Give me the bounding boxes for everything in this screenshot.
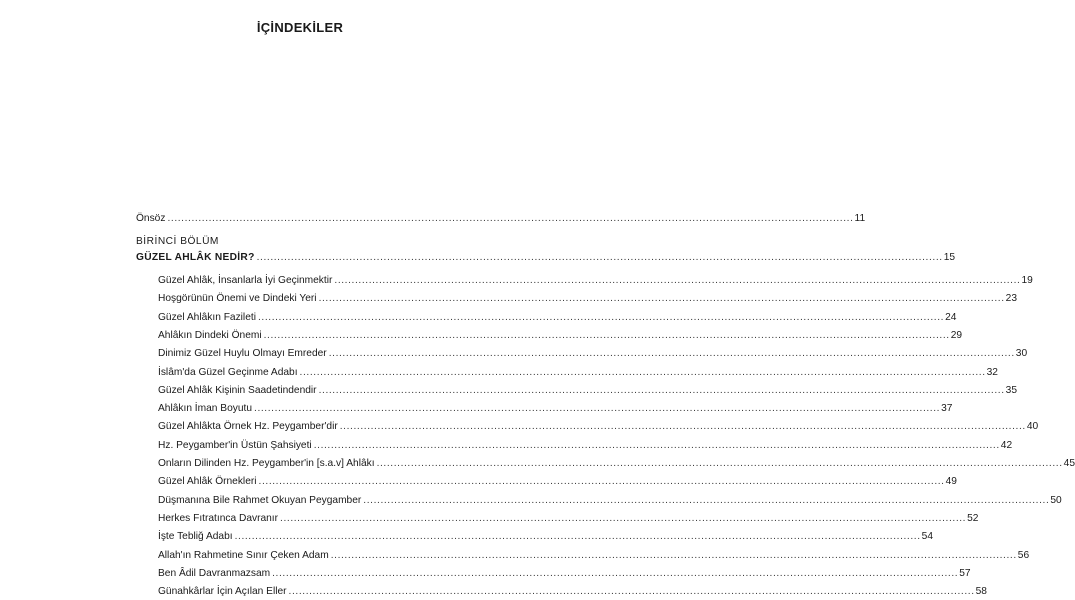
toc-entry-page: 54 (921, 531, 934, 543)
toc-entry[interactable] (158, 293, 1017, 305)
toc-entry-label: Hoşgörünün Önemi ve Dindeki Yeri (158, 293, 317, 305)
toc-entry-page: 50 (1050, 494, 1062, 506)
dot-leader: ........................................................................................................................................................................................................ (299, 366, 986, 378)
dot-leader: ........................................................................................................................................................................................................ (288, 586, 975, 598)
toc-entry-page: 42 (1000, 439, 1013, 451)
toc-entry-label: Günahkârlar İçin Açılan Eller (158, 586, 287, 598)
toc-entry-page: 35 (1005, 384, 1018, 396)
toc-entry[interactable] (158, 384, 1018, 397)
toc-entry[interactable] (158, 439, 1013, 452)
toc-entry-page: 11 (854, 213, 866, 224)
toc-entry-page: 52 (967, 512, 979, 524)
toc-entry-label: Önsöz (136, 213, 166, 224)
dot-leader: ........................................................................................................................................................................................................ (254, 403, 941, 415)
toc-entry-page: 19 (1021, 275, 1033, 286)
dot-leader: ........................................................................................................................................................................................................ (280, 512, 967, 524)
toc-entry-label: Onların Dilinden Hz. Peygamber'in [s.a.v] Ahlâkı (158, 458, 375, 469)
dot-leader: ........................................................................................................................................................................................................ (258, 476, 945, 488)
dot-leader: ........................................................................................................................................................................................................ (334, 275, 1021, 286)
toc-entry-label: Hz. Peygamber'in Üstün Şahsiyeti (158, 439, 312, 451)
section-heading: BİRİNCİ BÖLÜM (136, 236, 219, 247)
toc-entry[interactable] (158, 494, 1062, 507)
dot-leader: ........................................................................................................................................................................................................ (339, 421, 1026, 433)
dot-leader: ........................................................................................................................................................................................................ (234, 531, 921, 543)
toc-entry-label: Güzel Ahlâk Örnekleri (158, 476, 257, 488)
dot-leader: ........................................................................................................................................................................................................ (257, 311, 945, 323)
toc-entry[interactable] (158, 567, 971, 580)
toc-entry-label: Allah'ın Rahmetine Sınır Çeken Adam (158, 549, 329, 561)
dot-leader: ........................................................................................................................................................................................................ (318, 293, 1005, 305)
toc-entry-label: Ben Âdil Davranmazsam (158, 567, 271, 579)
toc-entry-page: 24 (945, 311, 957, 323)
dot-leader: ........................................................................................................................................................................................................ (318, 384, 1005, 396)
toc-entry[interactable] (158, 366, 998, 379)
dot-leader: ........................................................................................................................................................................................................ (313, 439, 1000, 451)
toc-entry-page: 23 (1005, 293, 1017, 305)
toc-entry-label: Ahlâkın Dindeki Önemi (158, 329, 262, 341)
toc-entry-page: 40 (1026, 421, 1039, 433)
toc-entry-label: Güzel Ahlâkın Fazileti (158, 311, 256, 323)
toc-entry[interactable] (158, 329, 963, 342)
toc-entry-label: Düşmanına Bile Rahmet Okuyan Peygamber (158, 494, 362, 506)
toc-entry[interactable] (158, 549, 1030, 562)
toc-entry[interactable] (158, 531, 934, 543)
toc-entry[interactable] (158, 275, 1033, 287)
dot-leader: ........................................................................................................................................................................................................ (263, 329, 950, 341)
toc-entry[interactable] (158, 512, 979, 525)
toc-entry[interactable] (158, 348, 1028, 360)
toc-entry-label: Herkes Fıtratınca Davranır (158, 512, 279, 524)
dot-leader: ........................................................................................................................................................................................................ (363, 494, 1050, 506)
toc-entry-label: Dinimiz Güzel Huylu Olmayı Emreder (158, 348, 327, 360)
toc-entry-label: Güzel Ahlâk, İnsanlarla İyi Geçinmektir (158, 275, 333, 286)
toc-entry-page: 58 (975, 586, 987, 598)
dot-leader: ........................................................................................................................................................................................................ (272, 567, 959, 579)
toc-entry-page: 56 (1017, 549, 1030, 561)
toc-entry-label: İşte Tebliğ Adabı (158, 531, 233, 543)
toc-entry-page: 37 (941, 403, 953, 415)
page-title: İÇİNDEKİLER (256, 20, 344, 35)
toc-entry-page: 57 (959, 567, 971, 579)
toc-entry[interactable] (158, 311, 957, 324)
toc-entry-page: 29 (950, 329, 963, 341)
toc-entry-section-title[interactable] (136, 252, 956, 264)
dot-leader: ........................................................................................................................................................................................................ (256, 252, 943, 263)
toc-entry[interactable] (158, 458, 1075, 470)
toc-entry[interactable] (158, 403, 953, 415)
toc-entry[interactable] (158, 421, 1039, 433)
toc-entry-page: 15 (943, 252, 956, 263)
toc-entry-label: İslâm'da Güzel Geçinme Adabı (158, 366, 298, 378)
toc-entry[interactable] (158, 586, 987, 598)
dot-leader: ........................................................................................................................................................................................................ (330, 549, 1017, 561)
dot-leader: ........................................................................................................................................................................................................ (167, 213, 854, 224)
toc-entry-page: 30 (1015, 348, 1028, 360)
toc-entry-label: Güzel Ahlâkta Örnek Hz. Peygamber'dir (158, 421, 338, 433)
dot-leader: ........................................................................................................................................................................................................ (328, 348, 1015, 360)
toc-entry-page: 32 (986, 366, 998, 378)
toc-entry-page: 49 (945, 476, 957, 488)
toc-entry-label: Ahlâkın İman Boyutu (158, 403, 253, 415)
toc-entry-label: Güzel Ahlâk Kişinin Saadetindendir (158, 384, 317, 396)
toc-entry-label: GÜZEL AHLÂK NEDİR? (136, 252, 255, 263)
toc-entry[interactable] (158, 476, 957, 488)
toc-entry-page: 45 (1063, 458, 1075, 469)
dot-leader: ........................................................................................................................................................................................................ (376, 458, 1063, 469)
toc-entry-preface[interactable] (136, 213, 866, 225)
